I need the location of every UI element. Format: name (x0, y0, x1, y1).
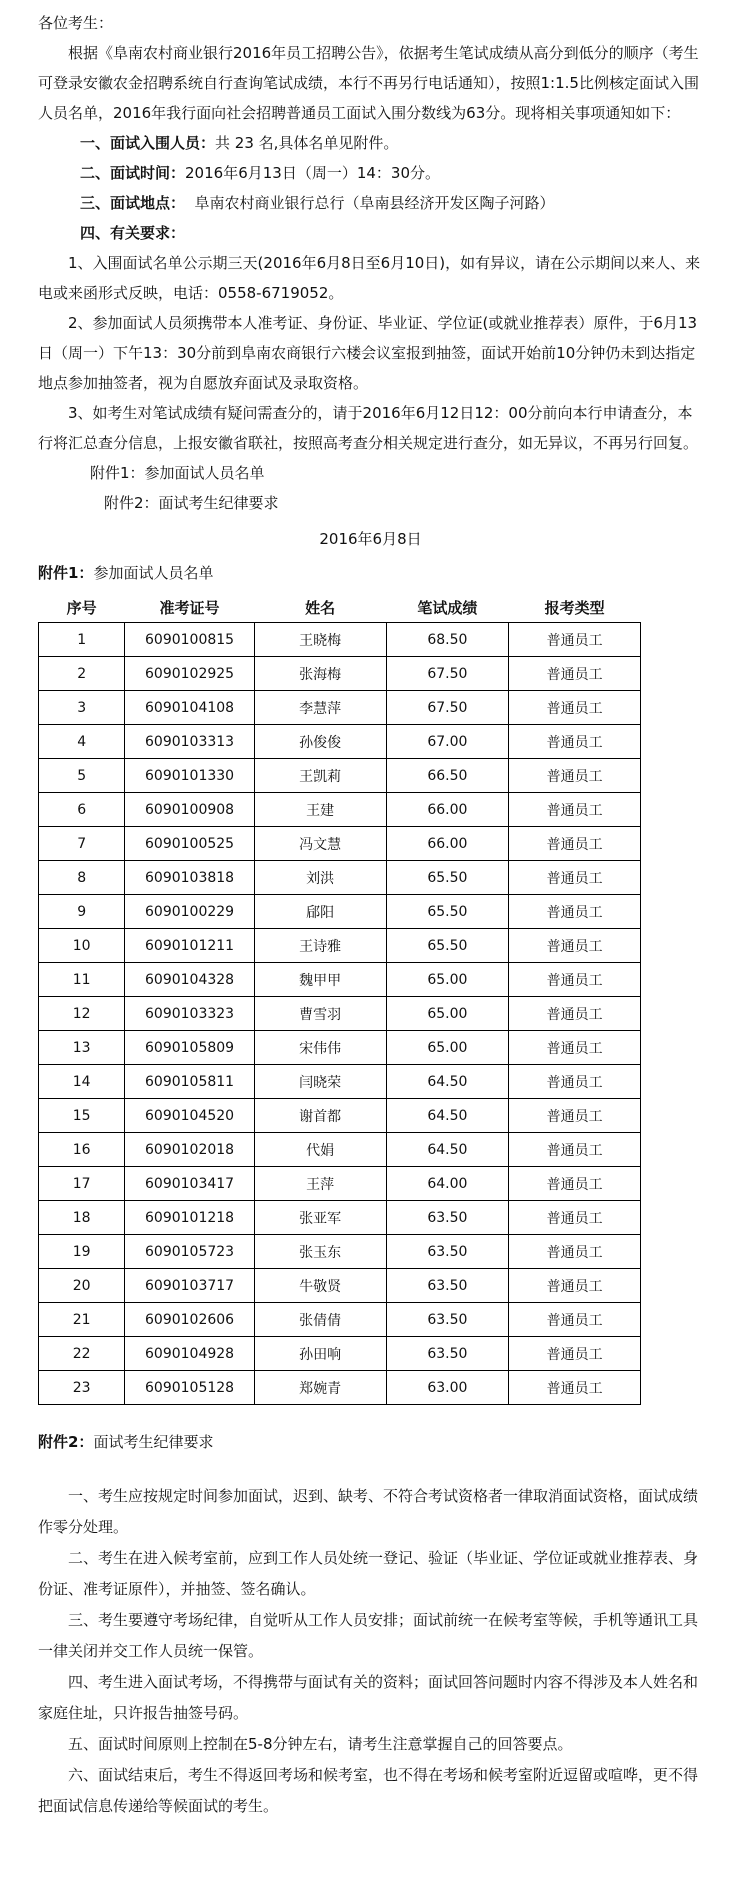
cell-type: 普通员工 (509, 1337, 641, 1371)
cell-number: 8 (39, 861, 125, 895)
cell-number: 19 (39, 1235, 125, 1269)
cell-type: 普通员工 (509, 657, 641, 691)
cell-exam-id: 6090104928 (125, 1337, 254, 1371)
cell-exam-id: 6090102018 (125, 1133, 254, 1167)
cell-name: 冯文慧 (254, 827, 386, 861)
intro-paragraph: 根据《阜南农村商业银行2016年员工招聘公告》，依据考生笔试成绩从高分到低分的顺序（考生可登录安徽农金招聘系统自行查询笔试成绩，本行不再另行电话通知），按照1:1.5比例核定面试入围人员名单，2016年我行面向社会招聘普通员工面试入围分数线为63分。现将相关事项通知如下： (38, 44, 699, 122)
section-heading: 一、面试入围人员： (80, 134, 216, 152)
cell-type: 普通员工 (509, 793, 641, 827)
section-requirements (80, 218, 703, 248)
attachment-reference: 附件1：参加面试人员名单 (90, 464, 265, 482)
cell-score: 65.00 (386, 997, 509, 1031)
attachment-label: 附件2： (38, 1433, 94, 1451)
cell-score: 64.50 (386, 1099, 509, 1133)
cell-number: 18 (39, 1201, 125, 1235)
cell-score: 67.50 (386, 657, 509, 691)
cell-number: 22 (39, 1337, 125, 1371)
table-row (39, 657, 641, 691)
cell-exam-id: 6090100908 (125, 793, 254, 827)
section-heading: 二、面试时间： (80, 164, 186, 182)
cell-type: 普通员工 (509, 1201, 641, 1235)
table-row (39, 725, 641, 759)
column-header-number: 序号 (66, 598, 97, 617)
cell-exam-id: 6090103818 (125, 861, 254, 895)
cell-name: 王诗雅 (254, 929, 386, 963)
cell-score: 65.00 (386, 1031, 509, 1065)
cell-name: 郑婉青 (254, 1371, 386, 1405)
cell-number: 9 (39, 895, 125, 929)
cell-name: 郈阳 (254, 895, 386, 929)
cell-number: 14 (39, 1065, 125, 1099)
cell-name: 张倩倩 (254, 1303, 386, 1337)
cell-number: 23 (39, 1371, 125, 1405)
table-row (39, 691, 641, 725)
cell-name: 王凯莉 (254, 759, 386, 793)
table-row (39, 759, 641, 793)
cell-name: 张亚军 (254, 1201, 386, 1235)
cell-name: 孙田响 (254, 1337, 386, 1371)
rule-item: 一、考生应按规定时间参加面试，迟到、缺考、不符合考试资格者一律取消面试资格，面试成绩作零分处理。 (38, 1487, 699, 1536)
table-row (39, 1133, 641, 1167)
cell-score: 63.50 (386, 1235, 509, 1269)
cell-exam-id: 6090102606 (125, 1303, 254, 1337)
attachment2-title (38, 1427, 703, 1457)
attachment-reference: 附件2：面试考生纪律要求 (104, 494, 279, 512)
cell-type: 普通员工 (509, 827, 641, 861)
cell-exam-id: 6090105723 (125, 1235, 254, 1269)
cell-number: 15 (39, 1099, 125, 1133)
table-row (39, 1167, 641, 1201)
cell-name: 张海梅 (254, 657, 386, 691)
section-text: 阜南农村商业银行总行（阜南县经济开发区陶子河路） (185, 194, 555, 212)
cell-score: 66.00 (386, 827, 509, 861)
cell-number: 3 (39, 691, 125, 725)
table-row (39, 1235, 641, 1269)
cell-type: 普通员工 (509, 1167, 641, 1201)
cell-exam-id: 6090105128 (125, 1371, 254, 1405)
cell-number: 17 (39, 1167, 125, 1201)
section-heading: 四、有关要求： (80, 224, 186, 242)
attachment-label: 附件1： (38, 564, 94, 582)
section-text: 2016年6月13日（周一）14：30分。 (185, 164, 440, 182)
cell-exam-id: 6090100525 (125, 827, 254, 861)
cell-name: 王晓梅 (254, 623, 386, 657)
cell-number: 16 (39, 1133, 125, 1167)
attachment1-title (38, 558, 703, 588)
cell-exam-id: 6090101218 (125, 1201, 254, 1235)
cell-name: 张玉东 (254, 1235, 386, 1269)
table-header-row (39, 592, 641, 623)
cell-type: 普通员工 (509, 1099, 641, 1133)
cell-exam-id: 6090104520 (125, 1099, 254, 1133)
requirement-item: 1、入围面试名单公示期三天(2016年6月8日至6月10日)，如有异议，请在公示期间以来人、来电或来函形式反映，电话：0558-6719052。 (38, 254, 701, 302)
table-body (39, 623, 641, 1405)
cell-exam-id: 6090104108 (125, 691, 254, 725)
cell-type: 普通员工 (509, 963, 641, 997)
cell-type: 普通员工 (509, 1303, 641, 1337)
cell-score: 67.00 (386, 725, 509, 759)
table-row (39, 1371, 641, 1405)
cell-name: 宋伟伟 (254, 1031, 386, 1065)
notice-date: 2016年6月8日 (319, 530, 422, 548)
cell-number: 4 (39, 725, 125, 759)
cell-score: 66.00 (386, 793, 509, 827)
cell-name: 孙俊俊 (254, 725, 386, 759)
cell-score: 63.50 (386, 1269, 509, 1303)
requirement-item: 3、如考生对笔试成绩有疑问需查分的，请于2016年6月12日12：00分前向本行申请查分，本行将汇总查分信息，上报安徽省联社，按照高考查分相关规定进行查分，如无异议，不再另行回复。 (38, 404, 699, 452)
cell-name: 刘洪 (254, 861, 386, 895)
rule-item: 二、考生在进入候考室前，应到工作人员处统一登记、验证（毕业证、学位证或就业推荐表、身份证、准考证原件），并抽签、签名确认。 (38, 1549, 699, 1598)
rule-item: 四、考生进入面试考场，不得携带与面试有关的资料；面试回答问题时内容不得涉及本人姓名和家庭住址，只许报告抽签号码。 (38, 1673, 699, 1722)
cell-score: 63.50 (386, 1303, 509, 1337)
column-header-exam-id: 准考证号 (159, 598, 220, 617)
section-time (80, 158, 703, 188)
cell-number: 1 (39, 623, 125, 657)
cell-type: 普通员工 (509, 1269, 641, 1303)
section-text: 共 23 名,具体名单见附件。 (215, 134, 399, 152)
cell-number: 13 (39, 1031, 125, 1065)
cell-name: 谢首都 (254, 1099, 386, 1133)
cell-score: 65.50 (386, 929, 509, 963)
cell-number: 21 (39, 1303, 125, 1337)
cell-exam-id: 6090101330 (125, 759, 254, 793)
cell-type: 普通员工 (509, 997, 641, 1031)
table-row (39, 1201, 641, 1235)
rule-item: 六、面试结束后，考生不得返回考场和候考室，也不得在考场和候考室附近逗留或喧哗，更不得把面试信息传递给等候面试的考生。 (38, 1766, 699, 1815)
cell-name: 牛敬贤 (254, 1269, 386, 1303)
cell-type: 普通员工 (509, 1235, 641, 1269)
attachment-title-text: 参加面试人员名单 (93, 564, 214, 582)
cell-type: 普通员工 (509, 895, 641, 929)
rule-item: 五、面试时间原则上控制在5-8分钟左右，请考生注意掌握自己的回答要点。 (68, 1735, 573, 1753)
cell-exam-id: 6090105811 (125, 1065, 254, 1099)
cell-exam-id: 6090100815 (125, 623, 254, 657)
column-header-name: 姓名 (305, 598, 336, 617)
table-row (39, 1269, 641, 1303)
cell-number: 6 (39, 793, 125, 827)
cell-exam-id: 6090100229 (125, 895, 254, 929)
cell-number: 2 (39, 657, 125, 691)
cell-number: 11 (39, 963, 125, 997)
column-header-score: 笔试成绩 (417, 598, 478, 617)
table-row (39, 793, 641, 827)
cell-exam-id: 6090104328 (125, 963, 254, 997)
cell-score: 68.50 (386, 623, 509, 657)
cell-number: 5 (39, 759, 125, 793)
table-row (39, 929, 641, 963)
cell-name: 李慧萍 (254, 691, 386, 725)
cell-score: 64.50 (386, 1133, 509, 1167)
cell-number: 10 (39, 929, 125, 963)
cell-score: 65.50 (386, 895, 509, 929)
section-location (80, 188, 703, 218)
section-candidates (80, 128, 703, 158)
cell-exam-id: 6090103323 (125, 997, 254, 1031)
salutation: 各位考生： (38, 14, 114, 32)
cell-exam-id: 6090102925 (125, 657, 254, 691)
table-row (39, 963, 641, 997)
requirement-item: 2、参加面试人员须携带本人准考证、身份证、毕业证、学位证(或就业推荐表）原件，于6月13日（周一）下午13：30分前到阜南农商银行六楼会议室报到抽签，面试开始前10分钟仍未到达指定地点参加抽签者，视为自愿放弃面试及录取资格。 (38, 314, 698, 392)
table-row (39, 1303, 641, 1337)
cell-type: 普通员工 (509, 1133, 641, 1167)
cell-type: 普通员工 (509, 1065, 641, 1099)
cell-type: 普通员工 (509, 759, 641, 793)
cell-name: 曹雪羽 (254, 997, 386, 1031)
cell-number: 20 (39, 1269, 125, 1303)
cell-name: 闫晓荣 (254, 1065, 386, 1099)
cell-exam-id: 6090103417 (125, 1167, 254, 1201)
cell-type: 普通员工 (509, 691, 641, 725)
cell-name: 王萍 (254, 1167, 386, 1201)
section-heading: 三、面试地点： (80, 194, 186, 212)
cell-type: 普通员工 (509, 861, 641, 895)
attachment-title-text: 面试考生纪律要求 (93, 1433, 214, 1451)
cell-exam-id: 6090101211 (125, 929, 254, 963)
table-row (39, 997, 641, 1031)
cell-name: 代娟 (254, 1133, 386, 1167)
table-row (39, 1099, 641, 1133)
cell-number: 12 (39, 997, 125, 1031)
cell-exam-id: 6090105809 (125, 1031, 254, 1065)
table-row (39, 1031, 641, 1065)
cell-score: 65.00 (386, 963, 509, 997)
cell-score: 63.00 (386, 1371, 509, 1405)
cell-number: 7 (39, 827, 125, 861)
discipline-rules (38, 1481, 703, 1822)
cell-score: 67.50 (386, 691, 509, 725)
rule-item: 三、考生要遵守考场纪律，自觉听从工作人员安排；面试前统一在候考室等候，手机等通讯工具一律关闭并交工作人员统一保管。 (38, 1611, 699, 1660)
table-row (39, 1337, 641, 1371)
cell-name: 王建 (254, 793, 386, 827)
cell-exam-id: 6090103717 (125, 1269, 254, 1303)
cell-type: 普通员工 (509, 1031, 641, 1065)
cell-score: 64.50 (386, 1065, 509, 1099)
table-row (39, 623, 641, 657)
table-row (39, 861, 641, 895)
table-row (39, 1065, 641, 1099)
candidates-table (38, 592, 641, 1405)
cell-exam-id: 6090103313 (125, 725, 254, 759)
cell-score: 64.00 (386, 1167, 509, 1201)
cell-score: 66.50 (386, 759, 509, 793)
cell-score: 63.50 (386, 1201, 509, 1235)
cell-name: 魏甲甲 (254, 963, 386, 997)
table-row (39, 827, 641, 861)
cell-score: 65.50 (386, 861, 509, 895)
cell-type: 普通员工 (509, 725, 641, 759)
cell-type: 普通员工 (509, 1371, 641, 1405)
cell-score: 63.50 (386, 1337, 509, 1371)
cell-type: 普通员工 (509, 623, 641, 657)
cell-type: 普通员工 (509, 929, 641, 963)
table-row (39, 895, 641, 929)
column-header-type: 报考类型 (544, 598, 605, 617)
